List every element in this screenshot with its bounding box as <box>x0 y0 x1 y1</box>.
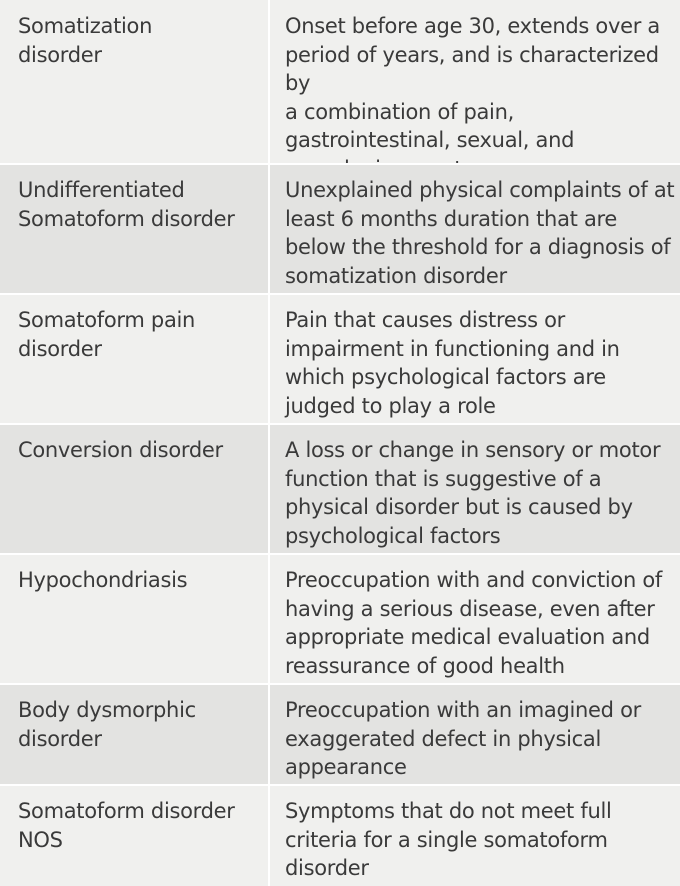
disorder-name: Somatoform disorder NOS <box>18 799 235 852</box>
disorder-name: Conversion disorder <box>18 438 223 462</box>
disorder-description: Onset before age 30, extends over a period of years, and is characterized by a combination of pain, gastrointestinal, sexual, and <box>285 14 660 152</box>
disorder-description: Symptoms that do not meet full criteria for a single somatoform disorder <box>285 799 612 880</box>
row-divider <box>0 683 680 685</box>
table-row <box>0 554 680 684</box>
disorder-name: Body dysmorphic disorder <box>18 698 196 751</box>
disorder-description: A loss or change in sensory or motor function that is suggestive of a physical disorder but is caused by psychological factors <box>285 438 661 548</box>
row-divider <box>0 163 680 165</box>
disorder-name: Somatoform pain disorder <box>18 308 196 361</box>
row-divider <box>0 784 680 786</box>
column-divider <box>268 0 270 886</box>
row-divider <box>0 293 680 295</box>
row-divider <box>0 553 680 555</box>
disorder-description: Preoccupation with and conviction of having a serious disease, even after appropriate medical evaluation and reassurance of good health <box>285 568 663 678</box>
table-row <box>0 164 680 294</box>
table-row <box>0 424 680 554</box>
disorder-name: Somatization disorder <box>18 14 153 67</box>
disorder-description: Pain that causes distress or impairment in functioning and in which psychological factors are judged to play a role <box>285 308 620 418</box>
table-row <box>0 785 680 886</box>
disorder-description: Unexplained physical complaints of at least 6 months duration that are below the threshold for a diagnosis of somatization disorder <box>285 178 675 288</box>
disorder-description: Preoccupation with an imagined or exaggerated defect in physical appearance <box>285 698 641 779</box>
row-divider <box>0 423 680 425</box>
table-row <box>0 684 680 785</box>
disorder-name: Hypochondriasis <box>18 568 188 592</box>
table-row <box>0 294 680 424</box>
table-row <box>0 0 680 164</box>
disorder-name: Undifferentiated Somatoform disorder <box>18 178 235 231</box>
